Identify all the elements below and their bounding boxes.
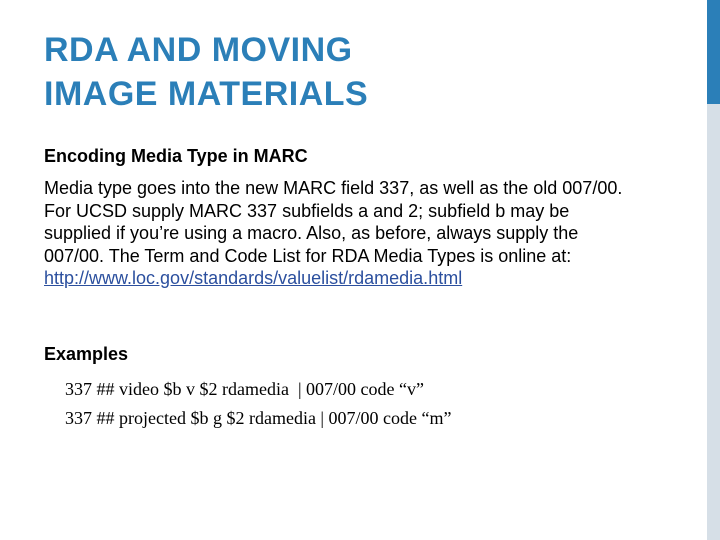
example-line-projected: 337 ## projected $b g $2 rdamedia | 007/00 code “m” [65,408,452,428]
rda-media-types-link[interactable]: http://www.loc.gov/standards/valuelist/rdamedia.html [44,268,463,288]
example-line-video: 337 ## video $b v $2 rdamedia | 007/00 code “v” [65,379,425,399]
slide-title [44,28,684,116]
section-heading: Encoding Media Type in MARC [44,146,308,166]
slide-title-line-1: RDA AND MOVING [44,31,353,69]
body-paragraph [44,177,634,290]
body-text: Media type goes into the new MARC field 337, as well as the old 007/00. For UCSD supply MARC 337 subfields a and 2; subfield b may be supplied if you’re using a macro. Also, as before, always supply the 007/00. The Term and Code List for RDA Media Types is online at: [44,178,623,266]
examples-heading: Examples [44,344,129,364]
side-accent-bar-highlight [707,0,720,104]
slide-title-line-2: IMAGE MATERIALS [44,75,369,113]
